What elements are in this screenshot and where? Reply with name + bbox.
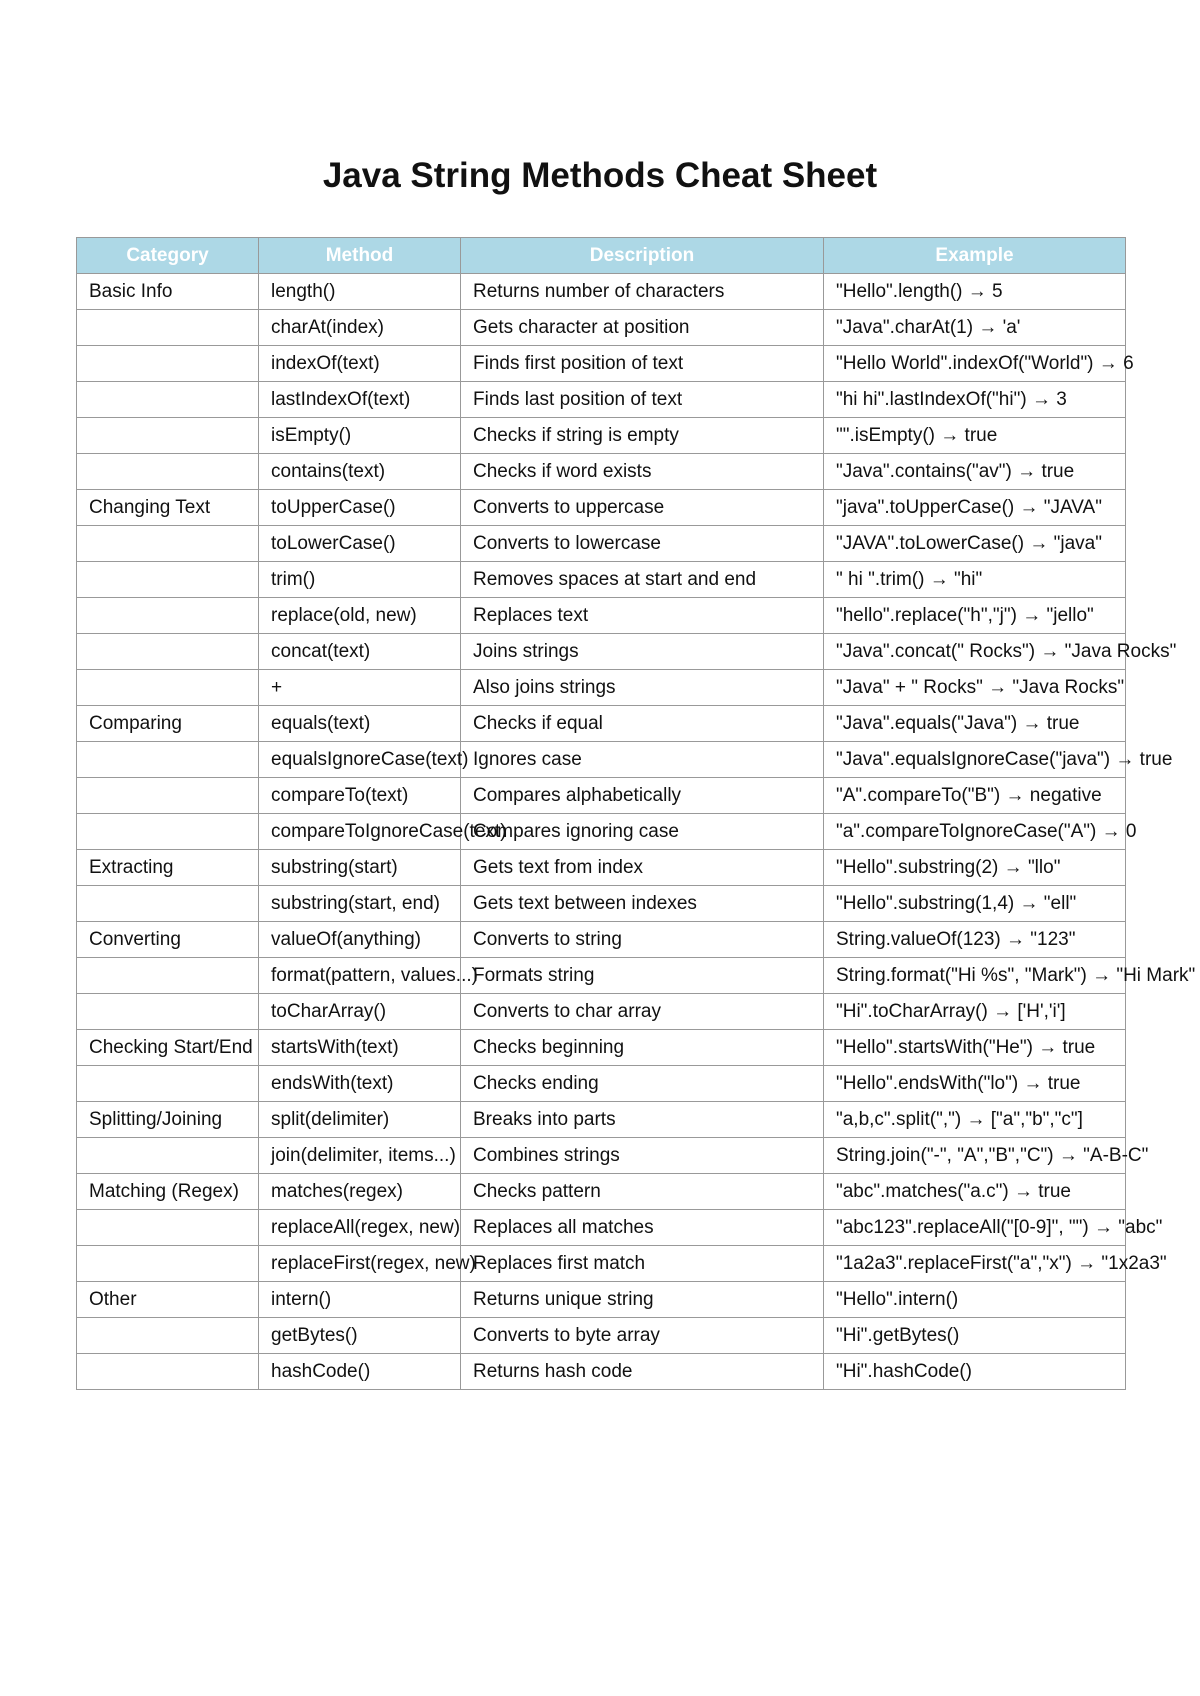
cell-method: equals(text) xyxy=(259,706,461,742)
table-row xyxy=(77,1174,1126,1210)
table-row xyxy=(77,1246,1126,1282)
cell-category xyxy=(77,310,259,346)
cell-method: charAt(index) xyxy=(259,310,461,346)
cell-category xyxy=(77,778,259,814)
cell-category xyxy=(77,742,259,778)
cell-category: Matching (Regex) xyxy=(77,1174,259,1210)
cell-example: "a,b,c".split(",") → ["a","b","c"] xyxy=(824,1102,1126,1138)
table-header-row xyxy=(77,238,1126,274)
cell-description: Returns hash code xyxy=(461,1354,824,1390)
table-row xyxy=(77,310,1126,346)
cell-example: "Hi".hashCode() xyxy=(824,1354,1126,1390)
cell-description: Gets text between indexes xyxy=(461,886,824,922)
cell-example: "Hello World".indexOf("World") → 6 xyxy=(824,346,1126,382)
cell-description: Compares alphabetically xyxy=(461,778,824,814)
cell-method: isEmpty() xyxy=(259,418,461,454)
cell-description: Gets character at position xyxy=(461,310,824,346)
table-row xyxy=(77,1102,1126,1138)
cell-description: Gets text from index xyxy=(461,850,824,886)
cell-example: "a".compareToIgnoreCase("A") → 0 xyxy=(824,814,1126,850)
table-row xyxy=(77,1066,1126,1102)
cell-category xyxy=(77,1354,259,1390)
table-row xyxy=(77,598,1126,634)
table-row xyxy=(77,454,1126,490)
cell-example: "1a2a3".replaceFirst("a","x") → "1x2a3" xyxy=(824,1246,1126,1282)
cell-example: "Hello".length() → 5 xyxy=(824,274,1126,310)
cell-example: "Java".charAt(1) → 'a' xyxy=(824,310,1126,346)
cell-example: "Hi".getBytes() xyxy=(824,1318,1126,1354)
table-row xyxy=(77,382,1126,418)
table-row xyxy=(77,346,1126,382)
cell-category xyxy=(77,886,259,922)
cell-category: Changing Text xyxy=(77,490,259,526)
cell-description: Replaces first match xyxy=(461,1246,824,1282)
cell-category xyxy=(77,598,259,634)
cell-method: length() xyxy=(259,274,461,310)
cell-description: Checks if string is empty xyxy=(461,418,824,454)
cheat-sheet-table xyxy=(76,237,1196,1390)
cell-example: "Hello".substring(1,4) → "ell" xyxy=(824,886,1126,922)
table-row xyxy=(77,670,1126,706)
table-row xyxy=(77,562,1126,598)
table-row xyxy=(77,1354,1126,1390)
cell-category xyxy=(77,382,259,418)
cell-method: compareTo(text) xyxy=(259,778,461,814)
cell-description: Replaces all matches xyxy=(461,1210,824,1246)
cell-method: getBytes() xyxy=(259,1318,461,1354)
table-row xyxy=(77,1030,1126,1066)
table-row xyxy=(77,490,1126,526)
cell-description: Converts to byte array xyxy=(461,1318,824,1354)
cell-description: Finds last position of text xyxy=(461,382,824,418)
cell-category xyxy=(77,814,259,850)
cell-description: Replaces text xyxy=(461,598,824,634)
cell-method: replaceAll(regex, new) xyxy=(259,1210,461,1246)
cell-description: Converts to string xyxy=(461,922,824,958)
cell-method: trim() xyxy=(259,562,461,598)
cell-description: Ignores case xyxy=(461,742,824,778)
column-header-category: Category xyxy=(77,238,259,274)
cell-description: Checks if equal xyxy=(461,706,824,742)
cell-category xyxy=(77,526,259,562)
table-row xyxy=(77,634,1126,670)
cell-example: "hello".replace("h","j") → "jello" xyxy=(824,598,1126,634)
cell-category: Splitting/Joining xyxy=(77,1102,259,1138)
cell-description: Removes spaces at start and end xyxy=(461,562,824,598)
cell-method: join(delimiter, items...) xyxy=(259,1138,461,1174)
cell-example: "Hello".startsWith("He") → true xyxy=(824,1030,1126,1066)
cell-description: Combines strings xyxy=(461,1138,824,1174)
table-row xyxy=(77,1138,1126,1174)
table-row xyxy=(77,994,1126,1030)
cell-description: Finds first position of text xyxy=(461,346,824,382)
cell-method: compareToIgnoreCase(text) xyxy=(259,814,461,850)
cell-category xyxy=(77,454,259,490)
column-header-method: Method xyxy=(259,238,461,274)
column-header-description: Description xyxy=(461,238,824,274)
cell-method: lastIndexOf(text) xyxy=(259,382,461,418)
cell-example: String.format("Hi %s", "Mark") → "Hi Mark" xyxy=(824,958,1126,994)
cell-example: "hi hi".lastIndexOf("hi") → 3 xyxy=(824,382,1126,418)
column-header-example: Example xyxy=(824,238,1126,274)
table-row xyxy=(77,814,1126,850)
cell-category xyxy=(77,1138,259,1174)
cell-description: Joins strings xyxy=(461,634,824,670)
cell-category: Checking Start/End xyxy=(77,1030,259,1066)
cell-method: toLowerCase() xyxy=(259,526,461,562)
cell-description: Also joins strings xyxy=(461,670,824,706)
cell-description: Converts to char array xyxy=(461,994,824,1030)
cell-category xyxy=(77,958,259,994)
cell-method: split(delimiter) xyxy=(259,1102,461,1138)
cell-description: Formats string xyxy=(461,958,824,994)
page-title: Java String Methods Cheat Sheet xyxy=(322,156,878,195)
cell-category xyxy=(77,1066,259,1102)
cell-example: " hi ".trim() → "hi" xyxy=(824,562,1126,598)
cell-category xyxy=(77,634,259,670)
cell-category xyxy=(77,994,259,1030)
cell-description: Checks pattern xyxy=(461,1174,824,1210)
table-row xyxy=(77,1318,1126,1354)
cell-method: endsWith(text) xyxy=(259,1066,461,1102)
cell-method: substring(start) xyxy=(259,850,461,886)
table-body xyxy=(77,274,1196,1390)
cell-method: startsWith(text) xyxy=(259,1030,461,1066)
cell-description: Checks beginning xyxy=(461,1030,824,1066)
cell-category: Basic Info xyxy=(77,274,259,310)
cell-description: Returns unique string xyxy=(461,1282,824,1318)
cell-example: "JAVA".toLowerCase() → "java" xyxy=(824,526,1126,562)
cell-example: "Java".equals("Java") → true xyxy=(824,706,1126,742)
cell-example: "Hello".intern() xyxy=(824,1282,1126,1318)
cell-description: Returns number of characters xyxy=(461,274,824,310)
cell-method: indexOf(text) xyxy=(259,346,461,382)
cell-category xyxy=(77,562,259,598)
cell-description: Checks ending xyxy=(461,1066,824,1102)
cell-description: Converts to lowercase xyxy=(461,526,824,562)
cell-example: "".isEmpty() → true xyxy=(824,418,1126,454)
cell-method: + xyxy=(259,670,461,706)
cell-example: "Hello".endsWith("lo") → true xyxy=(824,1066,1126,1102)
cell-example: "Java".concat(" Rocks") → "Java Rocks" xyxy=(824,634,1126,670)
cell-category xyxy=(77,1318,259,1354)
cell-example: "Java".contains("av") → true xyxy=(824,454,1126,490)
cell-description: Compares ignoring case xyxy=(461,814,824,850)
cell-method: replace(old, new) xyxy=(259,598,461,634)
cell-example: "Java".equalsIgnoreCase("java") → true xyxy=(824,742,1126,778)
cell-example: String.valueOf(123) → "123" xyxy=(824,922,1126,958)
cell-example: "Java" + " Rocks" → "Java Rocks" xyxy=(824,670,1126,706)
cell-example: String.join("-", "A","B","C") → "A-B-C" xyxy=(824,1138,1126,1174)
cell-category xyxy=(77,346,259,382)
cell-category xyxy=(77,670,259,706)
cell-example: "Hello".substring(2) → "llo" xyxy=(824,850,1126,886)
cell-method: concat(text) xyxy=(259,634,461,670)
table-row xyxy=(77,706,1126,742)
table-row xyxy=(77,886,1126,922)
cell-method: equalsIgnoreCase(text) xyxy=(259,742,461,778)
table-row xyxy=(77,778,1126,814)
cell-description: Breaks into parts xyxy=(461,1102,824,1138)
cell-method: format(pattern, values...) xyxy=(259,958,461,994)
cell-category xyxy=(77,1246,259,1282)
cell-method: toCharArray() xyxy=(259,994,461,1030)
cell-method: valueOf(anything) xyxy=(259,922,461,958)
table-row xyxy=(77,1282,1126,1318)
table-row xyxy=(77,850,1126,886)
cell-example: "java".toUpperCase() → "JAVA" xyxy=(824,490,1126,526)
cell-category: Other xyxy=(77,1282,259,1318)
cell-example: "abc".matches("a.c") → true xyxy=(824,1174,1126,1210)
cell-method: contains(text) xyxy=(259,454,461,490)
cell-description: Checks if word exists xyxy=(461,454,824,490)
cell-example: "abc123".replaceAll("[0-9]", "") → "abc" xyxy=(824,1210,1126,1246)
cell-method: replaceFirst(regex, new) xyxy=(259,1246,461,1282)
cell-method: intern() xyxy=(259,1282,461,1318)
cell-category: Converting xyxy=(77,922,259,958)
cell-method: matches(regex) xyxy=(259,1174,461,1210)
table-row xyxy=(77,1210,1126,1246)
cell-method: substring(start, end) xyxy=(259,886,461,922)
table-row xyxy=(77,922,1126,958)
cell-category xyxy=(77,418,259,454)
cell-method: hashCode() xyxy=(259,1354,461,1390)
table-row xyxy=(77,958,1126,994)
cell-method: toUpperCase() xyxy=(259,490,461,526)
table-row xyxy=(77,418,1126,454)
cell-example: "Hi".toCharArray() → ['H','i'] xyxy=(824,994,1126,1030)
cell-example: "A".compareTo("B") → negative xyxy=(824,778,1126,814)
table-row xyxy=(77,526,1126,562)
cell-category xyxy=(77,1210,259,1246)
cell-category: Extracting xyxy=(77,850,259,886)
table-row xyxy=(77,274,1126,310)
table-row xyxy=(77,742,1126,778)
cell-category: Comparing xyxy=(77,706,259,742)
cell-description: Converts to uppercase xyxy=(461,490,824,526)
